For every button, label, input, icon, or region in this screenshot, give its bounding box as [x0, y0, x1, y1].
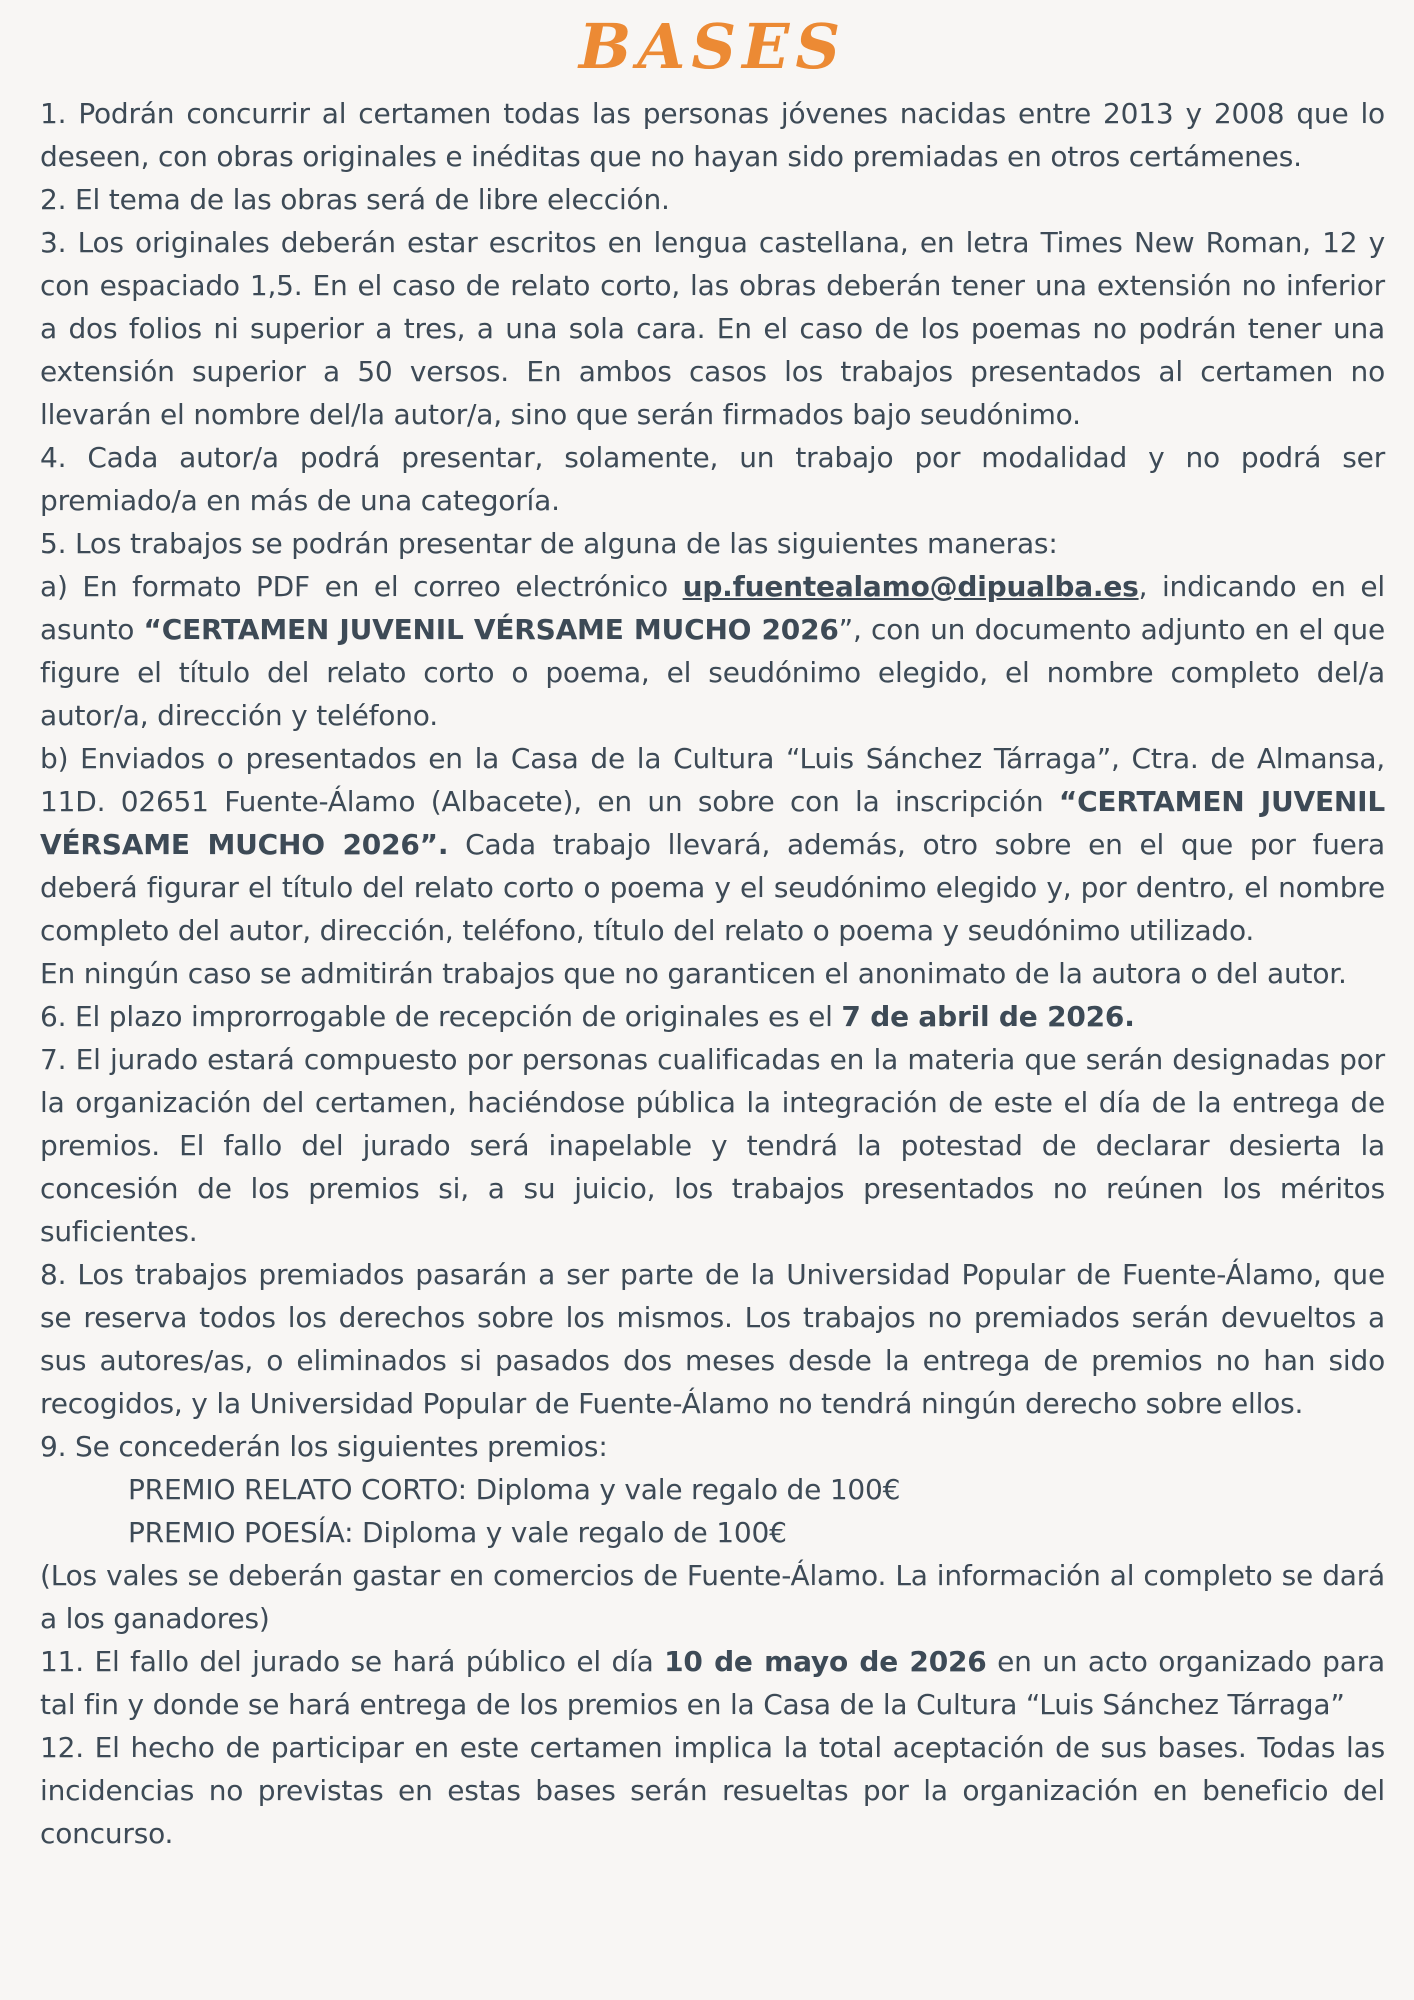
- rule-9: 9. Se concederán los siguientes premios:: [40, 1430, 608, 1463]
- rule-7: 7. El jurado estará compuesto por personas cualificadas en la materia que serán designadas por la organización del certamen, haciéndose pública la integración de este el día de la entrega de premios. El fallo del jurado será inapelable y tendrá la potestad de declarar desierta la concesión de los premios si, a su juicio, los trabajos presentados no reúnen los méritos suficientes.: [40, 1043, 1385, 1248]
- verdict-date: 10 de mayo de 2026: [664, 1645, 987, 1678]
- email-link[interactable]: up.fuentealamo@dipualba.es: [682, 570, 1139, 603]
- rule-1: 1. Podrán concurrir al certamen todas las personas jóvenes nacidas entre 2013 y 2008 que lo deseen, con obras originales e inéditas que no hayan sido premiadas en otros certámenes.: [40, 97, 1385, 173]
- prize-poetry: PREMIO POESÍA: Diploma y vale regalo de 100€: [128, 1516, 787, 1549]
- rule-5a-text-1: a) En formato PDF en el correo electrónico: [40, 570, 683, 603]
- rule-5b-text-2: Cada trabajo llevará, además, otro sobre en el que por fuera deberá figurar el título del relato corto o poema y el seudónimo elegido y, por dentro, el nombre completo del autor, dirección, teléfono, título del relato o poema y seudónimo utilizado.: [40, 828, 1385, 947]
- rule-5a-subject: “CERTAMEN JUVENIL VÉRSAME MUCHO 2026: [143, 613, 839, 646]
- rule-8: 8. Los trabajos premiados pasarán a ser parte de la Universidad Popular de Fuente-Álamo, que se reserva todos los derechos sobre los mismos. Los trabajos no premiados serán devueltos a sus autores/as, o eliminados si pasados dos meses desde la entrega de premios no han sido recogidos, y la Universidad Popular de Fuente-Álamo no tendrá ningún derecho sobre ellos.: [40, 1258, 1385, 1420]
- rules-body: [40, 92, 1385, 1855]
- rule-3: 3. Los originales deberán estar escritos en lengua castellana, en letra Times New Roman, 12 y con espaciado 1,5. En el caso de relato corto, las obras deberán tener una extensión no inferior a dos folios ni superior a tres, a una sola cara. En el caso de los poemas no podrán tener una extensión superior a 50 versos. En ambos casos los trabajos presentados al certamen no llevarán el nombre del/la autor/a, sino que serán firmados bajo seudónimo.: [40, 226, 1385, 431]
- rule-5a-text-2: , indicando en el asunto: [40, 570, 1386, 646]
- rule-5b: [40, 737, 1385, 952]
- rule-5b-text-1: b) Enviados o presentados en la Casa de la Cultura “Luis Sánchez Tárraga”, Ctra. de Almansa, 11D. 02651 Fuente-Álamo (Albacete), en un sobre con la inscripción: [40, 742, 1385, 818]
- rule-11: [40, 1640, 1385, 1726]
- rule-6-text: 6. El plazo improrrogable de recepción de originales es el: [40, 1000, 842, 1033]
- rule-4: 4. Cada autor/a podrá presentar, solamente, un trabajo por modalidad y no podrá ser premiado/a en más de una categoría.: [40, 441, 1385, 517]
- rule-5a-text-3: ”, con un documento adjunto en el que figure el título del relato corto o poema, el seudónimo elegido, el nombre completo del/a autor/a, dirección y teléfono.: [40, 613, 1385, 732]
- rule-5a: [40, 565, 1385, 737]
- rule-11-text-2: en un acto organizado para tal fin y donde se hará entrega de los premios en la Casa de la Cultura “Luis Sánchez Tárraga”: [40, 1645, 1385, 1721]
- page-title: BASES: [578, 10, 847, 83]
- prize-note: (Los vales se deberán gastar en comercios de Fuente-Álamo. La información al completo se dará a los ganadores): [40, 1559, 1385, 1635]
- rule-5: 5. Los trabajos se podrán presentar de alguna de las siguientes maneras:: [40, 527, 1058, 560]
- rule-2: 2. El tema de las obras será de libre elección.: [40, 183, 670, 216]
- rule-6: [40, 995, 1385, 1038]
- prize-short-story: PREMIO RELATO CORTO: Diploma y vale regalo de 100€: [128, 1473, 901, 1506]
- deadline-date: 7 de abril de 2026.: [841, 1000, 1135, 1033]
- rule-5-note: En ningún caso se admitirán trabajos que no garanticen el anonimato de la autora o del autor.: [40, 957, 1347, 990]
- rule-12: 12. El hecho de participar en este certamen implica la total aceptación de sus bases. Todas las incidencias no previstas en estas bases serán resueltas por la organización en beneficio del concurso.: [40, 1731, 1385, 1850]
- rule-5b-inscription: “CERTAMEN JUVENIL VÉRSAME MUCHO 2026”.: [40, 785, 1385, 861]
- rule-11-text-1: 11. El fallo del jurado se hará público el día: [40, 1645, 665, 1678]
